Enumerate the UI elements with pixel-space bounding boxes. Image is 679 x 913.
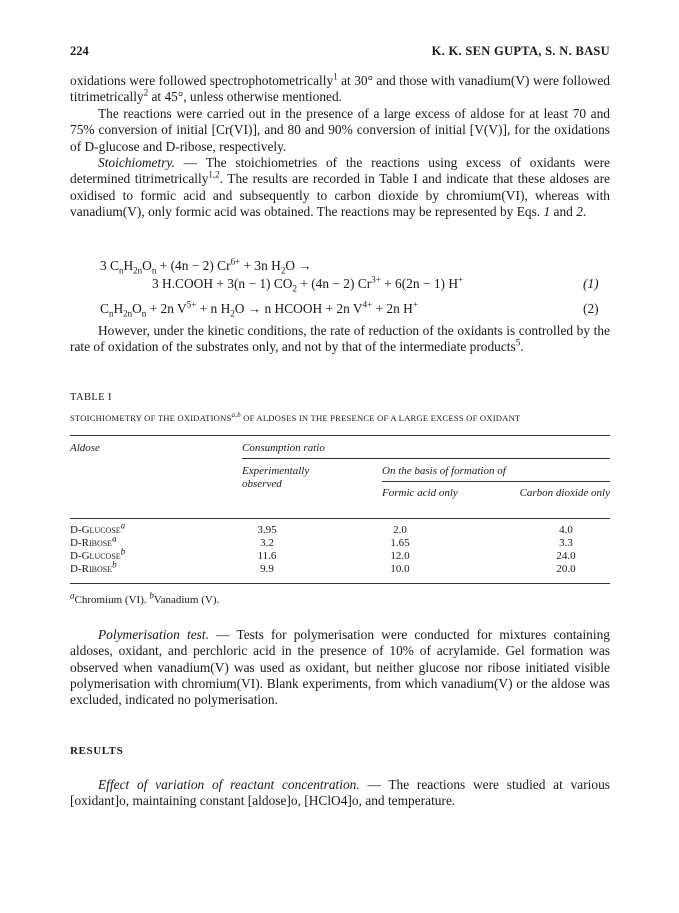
table-caption: TABLE I bbox=[70, 392, 112, 403]
col-header-consumption-ratio: Consumption ratio bbox=[242, 442, 325, 454]
equation-1-line-1: 3 $C_nH_{2n}O_n + (4n - 2) Cr^{6+} + 3n$ $H_2O$ → bbox=[100, 256, 312, 276]
table-row: D-Ribose$^a$ bbox=[70, 533, 117, 549]
equation-1-number: (1) bbox=[583, 276, 599, 291]
paragraph-kinetic-conditions: However, under the kinetic conditions, the rate of reduction of the oxidants is controlled by the rate of oxidation of the substrates only, and not by that of the intermediate products$^5$. bbox=[70, 323, 610, 355]
table-cell-exp: 3.95 bbox=[257, 524, 277, 536]
paragraph-reactant-concentration: Effect of variation of reactant concentration. — The reactions were studied at various [oxidant]o, maintaining constant [aldose]o, [HClO4]o, and temperature. bbox=[70, 777, 610, 809]
table-row: D-Ribose$^b$ bbox=[70, 559, 117, 575]
paragraph-conditions: The reactions were carried out in the presence of a large excess of aldose for at least 70 and 75% conversion of initial [Cr(VI)], and 80 and 90% conversion of initial [V(V)], for the oxidations of D-glucose and D-ribose, respectively. bbox=[70, 106, 610, 154]
equation-1-line-2: 3 H.COOH + 3(n − 1) $CO_2 + (4n - 2) Cr^{3+} + 6(2n - 1)$ H+ bbox=[152, 274, 464, 294]
col-header-experimental: Experimentally observed bbox=[242, 465, 310, 490]
table-footnote: $^a$Chromium (VI). $^b$Vanadium (V). bbox=[70, 590, 220, 606]
equation-2: $C_nH_{2n}O_n + 2n$ $V^{5+} + n$ $H_2O \to n$ HCOOH + 2n $V^{4+} + 2n$ H+ bbox=[100, 299, 418, 319]
table-row: D-Glucose$^a$ bbox=[70, 520, 126, 536]
table-cell-exp: 11.6 bbox=[257, 550, 277, 562]
table-rule-consumption bbox=[242, 458, 610, 459]
table-cell-co2: 4.0 bbox=[559, 524, 573, 536]
table-cell-formic: 10.0 bbox=[390, 563, 410, 575]
table-cell-exp: 9.9 bbox=[260, 563, 274, 575]
table-rule-header bbox=[70, 518, 610, 519]
paragraph-polymerisation: Polymerisation test. — Tests for polymerisation were conducted for mixtures containing aldoses, oxidant, and perchloric acid in the presence of 10% of acrylamide. Gel formation was observed when vanadium(V) was used as oxidant, but neither glucose nor ribose initiated visible polymerisation with chromium(VI). Blank experiments, from which vanadium(V) or the aldose was excluded, indicated no polymerisation. bbox=[70, 627, 610, 708]
col-header-aldose: Aldose bbox=[70, 442, 100, 454]
table-cell-exp: 3.2 bbox=[260, 537, 274, 549]
paragraph-intro: oxidations were followed spectrophotometrically$^1$ at 30° and those with vanadium(V) were followed titrimetrically$^2$ at 45°, unless otherwise mentioned. bbox=[70, 71, 610, 105]
table-cell-co2: 20.0 bbox=[556, 563, 576, 575]
table-rule-top bbox=[70, 435, 610, 436]
running-header bbox=[70, 44, 610, 62]
col-header-formic: Formic acid only bbox=[382, 487, 458, 499]
table-cell-formic: 1.65 bbox=[390, 537, 410, 549]
table-row: D-Glucose$^b$ bbox=[70, 546, 126, 562]
table-cell-formic: 12.0 bbox=[390, 550, 410, 562]
table-rule-bottom bbox=[70, 583, 610, 584]
equation-2-number: (2) bbox=[583, 301, 599, 316]
table-cell-formic: 2.0 bbox=[393, 524, 407, 536]
page-number: 224 bbox=[70, 44, 89, 58]
table-rule-basis bbox=[382, 481, 610, 482]
running-authors: K. K. SEN GUPTA, S. N. BASU bbox=[431, 44, 610, 58]
section-heading-results: RESULTS bbox=[70, 745, 124, 757]
table-cell-co2: 24.0 bbox=[556, 550, 576, 562]
col-header-co2: Carbon dioxide only bbox=[519, 487, 610, 499]
table-cell-co2: 3.3 bbox=[559, 537, 573, 549]
col-header-basis: On the basis of formation of bbox=[382, 465, 506, 477]
table-title: STOICHIOMETRY OF THE OXIDATIONS$^{a,b}$ OF ALDOSES IN THE PRESENCE OF A LARGE EXCESS OF OXIDANT bbox=[70, 411, 521, 423]
paragraph-stoichiometry: Stoichiometry. — The stoichiometries of the reactions using excess of oxidants were determined titrimetrically$^{1,2}$. The results are recorded in Table I and indicate that these aldoses are oxidised to formic acid and subsequently to carbon dioxide by chromium(VI), whereas with vanadium(V), only formic acid was obtained. The reactions may be represented by Eqs. 1 and 2. bbox=[70, 155, 611, 219]
